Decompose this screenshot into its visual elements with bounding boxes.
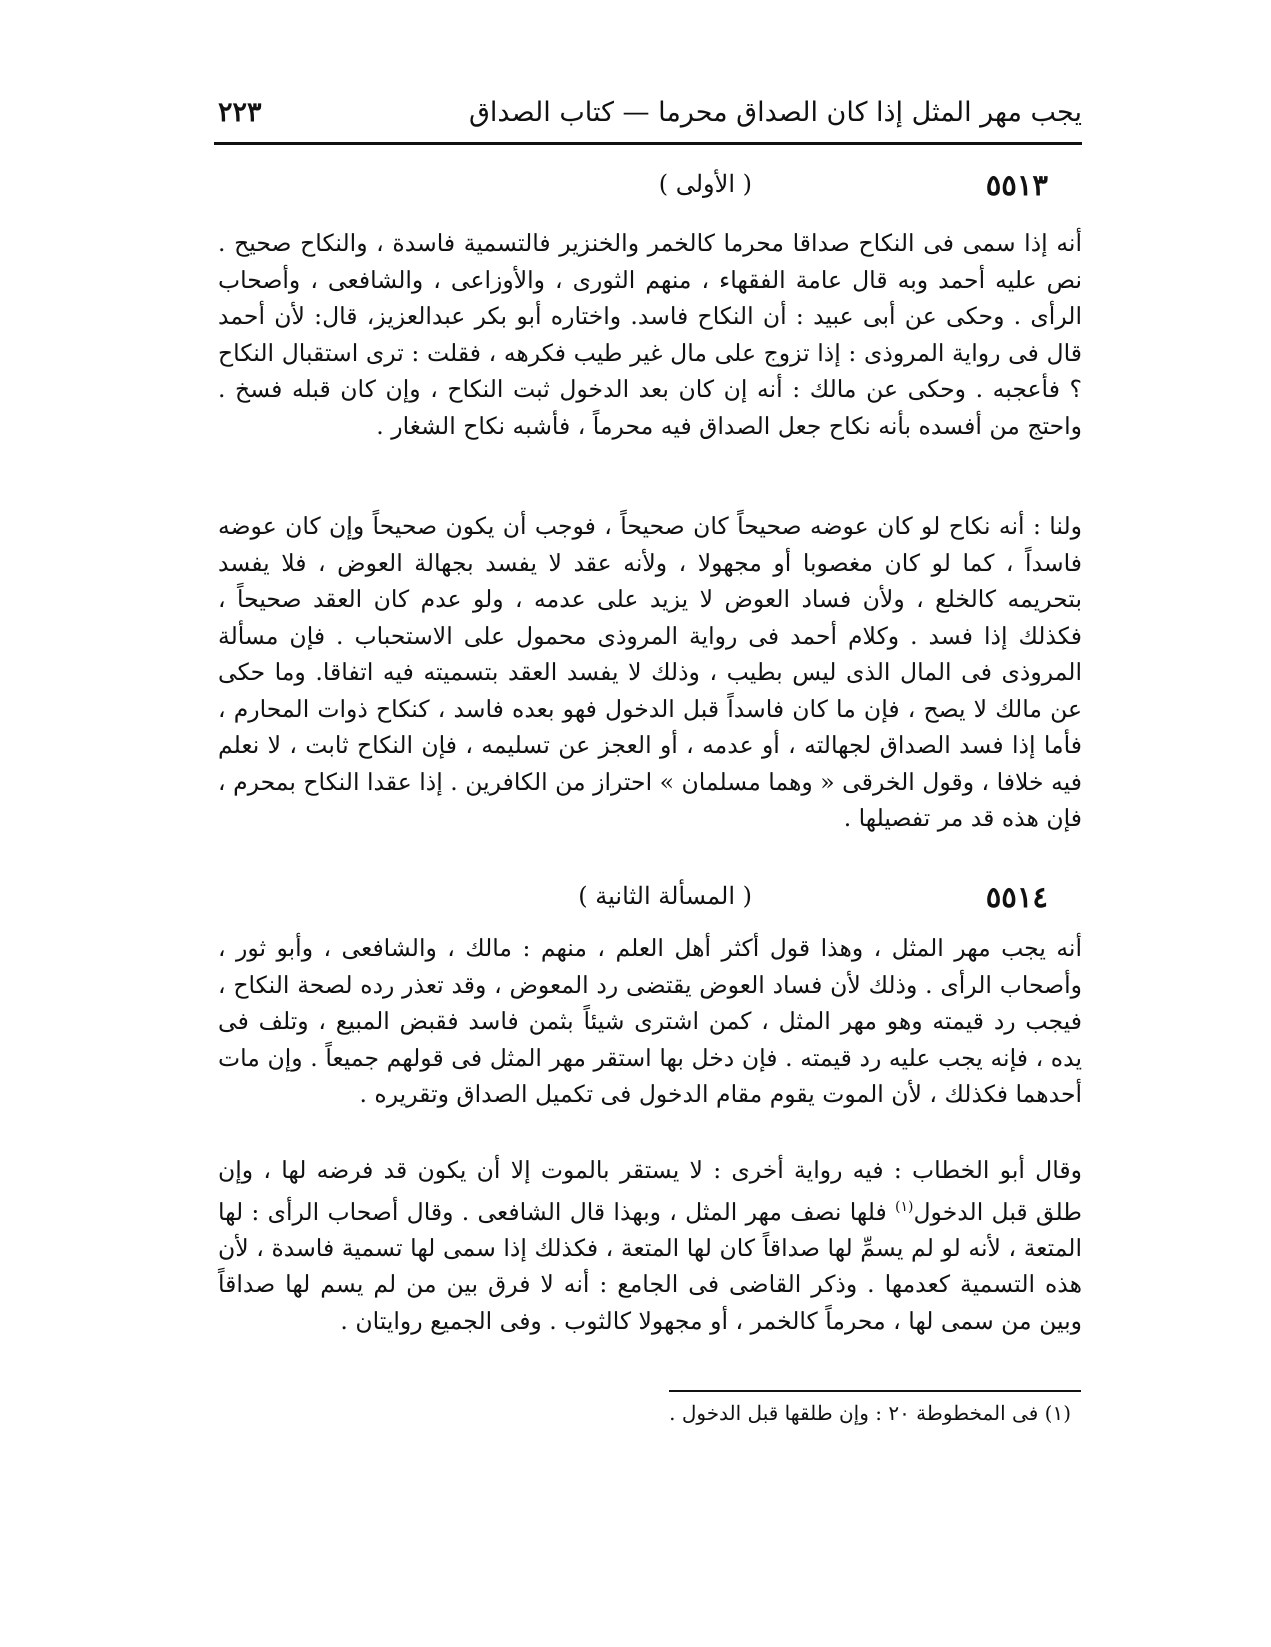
section-label: ( المسألة الثانية ) bbox=[578, 882, 752, 910]
running-title: يجب مهر المثل إذا كان الصداق محرما — كتاب الصداق bbox=[468, 96, 1082, 128]
paragraph-text: فلها نصف مهر المثل ، وبهذا قال الشافعى . وقال أصحاب الرأى : لها المتعة ، لأنه لو لم يسمِّ لها صداقاً كان لها المتعة ، فكذلك إذا سمى لها تسمية فاسدة ، لأن هذه التسمية كعدمها . وذكر القاضى فى الجامع : أنه لا فرق بين من لم يسم لها صداقاً وبين من سمى لها ، محرماً كالخمر ، أو مجهولا كالثوب . وفى الجميع روايتان . bbox=[218, 1197, 1082, 1335]
page-number: ٢٢٣ bbox=[218, 96, 262, 128]
section-label: ( الأولى ) bbox=[658, 170, 752, 198]
header-rule bbox=[214, 142, 1082, 145]
paragraph: ولنا : أنه نكاح لو كان عوضه صحيحاً كان صحيحاً ، فوجب أن يكون صحيحاً وإن كان عوضه فاسداً ، كما لو كان مغصوبا أو مجهولا ، ولأنه عقد لا يفسد بجهالة العوض ، فلا يفسد بتحريمه كالخلع ، ولأن فساد العوض لا يزيد على عدمه ، ولو عدم كان العقد صحيحاً ، فكذلك إذا فسد . وكلام أحمد فى رواية المروذى محمول على الاستحباب . فإن مسألة المروذى فى المال الذى ليس بطيب ، وذلك لا يفسد العقد بتسميته فيه اتفاقا. وما حكى عن مالك لا يصح ، فإن ما كان فاسداً قبل الدخول فهو بعده فاسد ، كنكاح ذوات المحارم ، فأما إذا فسد الصداق لجهالته ، أو عدمه ، أو العجز عن تسليمه ، فإن النكاح ثابت ، لا نعلم فيه خلافا ، وقول الخرقى « وهما مسلمان » احتراز من الكافرين . إذا عقدا النكاح بمحرم ، فإن هذه قد مر تفصيلها . bbox=[218, 512, 1082, 832]
paragraph-text: وقال أبو الخطاب : فيه رواية أخرى : لا يستقر بالموت إلا أن يكون قد فرضه لها ، وإن طلق قبل الدخول bbox=[218, 1156, 1082, 1226]
section-heading-5514 bbox=[218, 880, 1082, 924]
footnote: (١) فى المخطوطة ٢٠ : وإن طلقها قبل الدخول . bbox=[669, 1401, 1071, 1425]
section-number: ٥٥١٤ bbox=[985, 880, 1048, 914]
section-heading-5513 bbox=[218, 168, 1082, 212]
paragraph: أنه يجب مهر المثل ، وهذا قول أكثر أهل العلم ، منهم : مالك ، والشافعى ، وأبو ثور ، وأصحاب الرأى . وذلك لأن فساد العوض يقتضى رد المعوض ، وقد تعذر رده لصحة النكاح ، فيجب رد قيمته وهو مهر المثل ، كمن اشترى شيئاً بثمن فاسد فقبض المبيع ، وتلف فى يده ، فإنه يجب عليه رد قيمته . فإن دخل بها استقر مهر المثل فى قولهم جميعاً . وإن مات أحدهما فكذلك ، لأن الموت يقوم مقام الدخول فى تكميل الصداق وتقريره . bbox=[218, 934, 1082, 1108]
section-number: ٥٥١٣ bbox=[985, 168, 1048, 202]
paragraph: أنه إذا سمى فى النكاح صداقا محرما كالخمر والخنزير فالتسمية فاسدة ، والنكاح صحيح . نص عليه أحمد وبه قال عامة الفقهاء ، منهم الثورى ، والأوزاعى ، والشافعى ، وأصحاب الرأى . وحكى عن أبى عبيد : أن النكاح فاسد. واختاره أبو بكر عبدالعزيز، قال: لأن أحمد قال فى رواية المروذى : إذا تزوج على مال غير طيب فكرهه ، فقلت : ترى استقبال النكاح ؟ فأعجبه . وحكى عن مالك : أنه إن كان بعد الدخول ثبت النكاح ، وإن كان قبله فسخ . واحتج من أفسده بأنه نكاح جعل الصداق فيه محرماً ، فأشبه نكاح الشغار . bbox=[218, 229, 1082, 440]
footnote-rule bbox=[669, 1390, 1081, 1392]
paragraph bbox=[218, 1152, 1082, 1339]
footnote-marker: (١) bbox=[895, 1198, 914, 1215]
page-header bbox=[218, 86, 1082, 138]
